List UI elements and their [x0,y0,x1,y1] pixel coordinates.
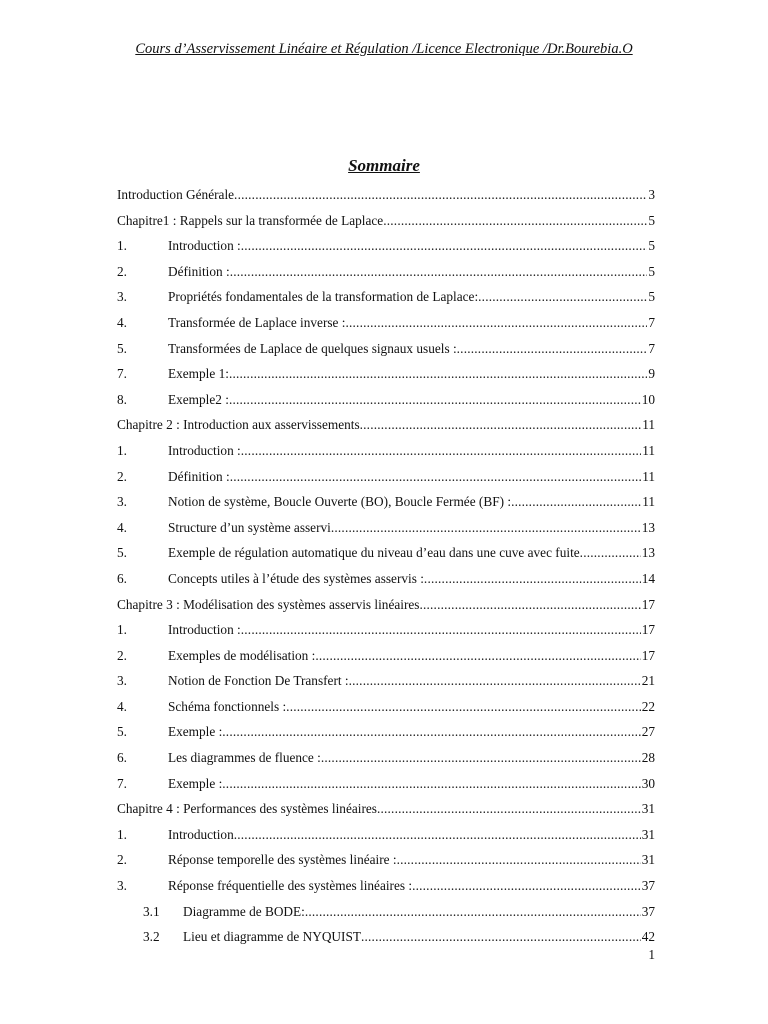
toc-entry-label: Lieu et diagramme de NYQUIST [183,929,361,945]
toc-entry[interactable] [117,515,655,541]
dot-leader [511,489,641,515]
toc-entry-page: 5 [648,263,655,279]
toc-entry-page: 17 [641,596,655,612]
dot-leader [305,899,641,925]
toc-entry-label: Exemples de modélisation : [168,647,316,663]
toc-entry[interactable] [117,361,655,387]
toc-entry[interactable] [117,208,655,234]
toc-entry-page: 17 [641,622,655,638]
toc-entry-page: 37 [641,878,655,894]
dot-leader [419,592,640,618]
toc-entry-label: Exemple2 : [168,391,229,407]
toc-entry-label: Exemple : [168,775,223,791]
toc-entry-label: Introduction : [168,622,241,638]
toc-entry[interactable] [117,284,655,310]
toc-entry-page: 42 [641,929,655,945]
toc-entry[interactable] [117,464,655,490]
toc-entry-number: 3.1 [143,903,160,919]
toc-entry-page: 3 [648,187,655,202]
toc-entry-number: 5. [117,545,127,561]
toc-entry[interactable] [117,796,655,822]
toc-entry[interactable] [117,592,655,618]
dot-leader [241,233,648,259]
toc-entry-label: Réponse temporelle des systèmes linéaire : [168,852,397,868]
toc-entry-label: Introduction : [168,238,241,254]
toc-entry-label: Concepts utiles à l’étude des systèmes asservis : [168,570,424,586]
toc-entry-label: Introduction Générale [117,187,235,202]
toc-entry-label: Chapitre1 : Rappels sur la transformée de Laplace [117,212,384,228]
toc-entry[interactable] [117,771,655,797]
toc-entry-label: Exemple 1: [168,366,229,382]
dot-leader [345,310,647,336]
toc-entry[interactable] [117,233,655,259]
toc-entry-page: 5 [648,238,655,254]
dot-leader [478,284,647,310]
dot-leader [349,668,641,694]
toc-entry[interactable] [117,899,655,925]
toc-entry-number: 1. [117,442,127,458]
toc-entry-label: Chapitre 4 : Performances des systèmes linéaires [117,801,377,817]
toc-entry-label: Exemple : [168,724,223,740]
dot-leader [230,464,642,490]
toc-entry-page: 11 [642,442,655,458]
toc-entry-label: Introduction : [168,442,241,458]
toc-entry[interactable] [117,566,655,592]
toc-entry-number: 5. [117,340,127,356]
toc-entry-page: 22 [641,698,655,714]
toc-entry-label: Introduction [168,826,234,842]
toc-entry-page: 21 [641,673,655,689]
toc-entry-number: 5. [117,724,127,740]
toc-entry-page: 5 [648,212,655,228]
toc-entry[interactable] [117,540,655,566]
dot-leader [383,208,647,234]
dot-leader [457,336,648,362]
toc-entry-label: Définition : [168,263,230,279]
toc-entry[interactable] [117,694,655,720]
toc-entry-page: 31 [641,852,655,868]
toc-entry-number: 6. [117,570,127,586]
dot-leader [234,182,647,208]
toc-entry[interactable] [117,873,655,899]
page-title: Sommaire [348,156,420,175]
running-header: Cours d’Asservissement Linéaire et Régulation /Licence Electronique /Dr.Bourebia.O [135,41,633,57]
toc-entry-number: 3. [117,494,127,510]
toc-entry-page: 11 [642,417,655,433]
toc-entry-number: 1. [117,238,127,254]
toc-entry-number: 4. [117,698,127,714]
toc-entry[interactable] [117,719,655,745]
toc-entry-number: 4. [117,519,127,535]
toc-entry-label: Transformée de Laplace inverse : [168,314,346,330]
toc-entry-label: Structure d’un système asservi [168,519,331,535]
dot-leader [222,771,640,797]
page-number: 1 [648,947,655,962]
toc-entry[interactable] [117,847,655,873]
toc-entry-page: 7 [648,314,655,330]
toc-entry-page: 27 [641,724,655,740]
toc-entry-page: 5 [648,289,655,305]
dot-leader [229,361,647,387]
toc-entry-page: 28 [641,750,655,766]
dot-leader [412,873,641,899]
toc-entry-label: Définition : [168,468,230,484]
dot-leader [222,719,640,745]
toc-entry-page: 13 [641,519,655,535]
dot-leader [580,540,641,566]
toc-entry-label: Notion de Fonction De Transfert : [168,673,349,689]
dot-leader [315,643,640,669]
toc-entry[interactable] [117,310,655,336]
toc-entry[interactable] [117,182,655,208]
toc-entry[interactable] [117,924,655,950]
toc-entry-label: Réponse fréquentielle des systèmes linéaires : [168,878,413,894]
toc-entry-label: Chapitre 2 : Introduction aux asservissements [117,417,360,433]
toc-entry[interactable] [117,438,655,464]
toc-entry-page: 10 [641,391,655,407]
toc-entry-number: 3. [117,878,127,894]
toc-entry[interactable] [117,259,655,285]
toc-entry[interactable] [117,822,655,848]
toc-entry-number: 1. [117,826,127,842]
toc-entry[interactable] [117,387,655,413]
toc-entry-number: 4. [117,314,127,330]
toc-entry-page: 11 [642,468,655,484]
dot-leader [229,387,641,413]
toc-entry[interactable] [117,412,655,438]
toc-entry-number: 3. [117,289,127,305]
toc-entry-number: 7. [117,775,127,791]
dot-leader [331,515,641,541]
toc-entry-number: 2. [117,852,127,868]
dot-leader [397,847,641,873]
dot-leader [234,822,641,848]
toc-entry-label: Diagramme de BODE: [183,903,305,919]
toc-entry-label: Notion de système, Boucle Ouverte (BO), Boucle Fermée (BF) : [168,494,512,510]
toc-entry-number: 2. [117,263,127,279]
dot-leader [286,694,641,720]
toc-entry-page: 31 [641,801,655,817]
toc-entry-page: 30 [641,775,655,791]
toc-entry-label: Chapitre 3 : Modélisation des systèmes asservis linéaires [117,596,420,612]
dot-leader [230,259,648,285]
toc-entry-number: 2. [117,647,127,663]
toc-entry-page: 9 [648,366,655,382]
toc-entry-page: 13 [641,545,655,561]
toc-entry-number: 6. [117,750,127,766]
toc-entry-number: 8. [117,391,127,407]
dot-leader [361,924,641,950]
toc-entry[interactable] [117,643,655,669]
toc-entry-page: 14 [641,570,655,586]
dot-leader [241,617,641,643]
toc-entry-page: 37 [641,903,655,919]
dot-leader [321,745,641,771]
toc-entry-number: 1. [117,622,127,638]
toc-entry-number: 3. [117,673,127,689]
toc-entry-label: Exemple de régulation automatique du niveau d’eau dans une cuve avec fuite [168,545,580,561]
toc-entry-label: Propriétés fondamentales de la transformation de Laplace: [168,289,479,305]
toc-entry[interactable] [117,617,655,643]
toc-entry-page: 17 [641,647,655,663]
toc-entry-label: Les diagrammes de fluence : [168,750,321,766]
toc-entry-number: 7. [117,366,127,382]
toc-entry[interactable] [117,745,655,771]
toc-entry-page: 11 [642,494,655,510]
dot-leader [377,796,641,822]
toc-entry-page: 7 [648,340,655,356]
toc-entry-number: 3.2 [143,929,160,945]
toc-entry-number: 2. [117,468,127,484]
toc-entry-page: 31 [641,826,655,842]
dot-leader [241,438,641,464]
toc-entry-label: Transformées de Laplace de quelques signaux usuels : [168,340,457,356]
table-of-contents [117,182,655,950]
toc-entry[interactable] [117,668,655,694]
toc-entry[interactable] [117,489,655,515]
dot-leader [424,566,641,592]
toc-entry[interactable] [117,336,655,362]
toc-entry-label: Schéma fonctionnels : [168,698,287,714]
dot-leader [360,412,642,438]
